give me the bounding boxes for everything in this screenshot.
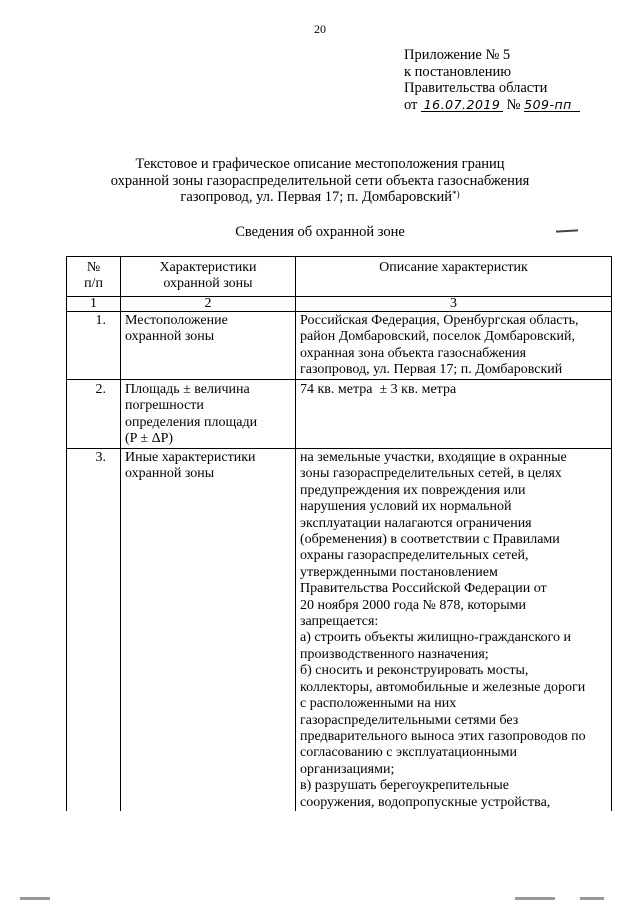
cell-line: охранная зона объекта газоснабжения: [300, 345, 527, 361]
column-number: 1: [67, 297, 121, 312]
page-number: 20: [314, 22, 326, 36]
header-num-line-1: №: [86, 260, 101, 275]
table-row: [67, 312, 612, 380]
document-title: [80, 156, 560, 206]
row-description: [296, 449, 612, 811]
title-line-1: Текстовое и графическое описание местоположения границ: [135, 156, 505, 172]
handwritten-number: 509-пп: [524, 98, 580, 112]
header-description: Описание характеристик: [296, 257, 612, 297]
cell-line: охранной зоны: [125, 466, 215, 482]
column-number: 2: [121, 297, 296, 312]
row-description: [296, 312, 612, 380]
table-row: [67, 380, 612, 449]
table-header-row: [67, 257, 612, 297]
scan-edge-marks: [20, 897, 620, 903]
section-subtitle: Сведения об охранной зоне: [235, 224, 405, 240]
cell-line: а) строить объекты жилищно-гражданского и: [300, 630, 571, 646]
cell-line: утвержденными постановлением: [300, 564, 498, 580]
row-characteristic: [121, 312, 296, 380]
cell-line: сооружения, водопропускные устройства,: [300, 794, 551, 810]
date-prefix: от: [404, 96, 418, 113]
title-line-2: охранной зоны газораспределительной сети объекта газоснабжения: [110, 172, 530, 189]
cell-line: Правительства Российской Федерации от: [300, 581, 547, 597]
cell-line: Иные характеристики: [125, 450, 256, 465]
cell-line: район Домбаровский, поселок Домбаровский,: [300, 329, 575, 345]
cell-line: нарушения условий их нормальной: [300, 499, 512, 515]
cell-line: производственного назначения;: [300, 646, 489, 662]
row-number: 2.: [67, 380, 121, 449]
cell-line: газораспределительными сетями без: [300, 712, 519, 728]
row-number: 1.: [67, 312, 121, 380]
cell-line: Российская Федерация, Оренбургская область,: [300, 313, 579, 328]
cell-line: организациями;: [300, 761, 395, 777]
title-line-3: [80, 189, 560, 206]
footnote-mark: *): [452, 189, 460, 199]
appendix-line-1: Приложение № 5: [404, 47, 511, 63]
cell-line: на земельные участки, входящие в охранные: [300, 450, 567, 465]
cell-line: Местоположение: [125, 313, 228, 328]
table-row: [67, 449, 612, 811]
header-char-line-2: охранной зоны: [163, 276, 253, 292]
cell-line: коллекторы, автомобильные и железные дороги: [300, 679, 586, 695]
cell-line: в) разрушать берегоукрепительные: [300, 778, 510, 794]
appendix-line-2: к постановлению: [404, 63, 512, 80]
cell-line: с расположенными на них: [300, 696, 457, 712]
column-number-row: [67, 297, 612, 312]
appendix-block: [404, 47, 580, 113]
appendix-date-line: [404, 97, 580, 114]
number-prefix: №: [506, 96, 521, 113]
cell-line: запрещается:: [300, 614, 379, 630]
cell-line: газопровод, ул. Первая 17; п. Домбаровский: [300, 362, 563, 378]
cell-line: определения площади: [125, 414, 258, 430]
header-char-line-1: Характеристики: [159, 260, 257, 275]
cell-line: 20 ноября 2000 года № 878, которыми: [300, 597, 527, 613]
column-number: 3: [296, 297, 612, 312]
cell-line: предупреждения их повреждения или: [300, 482, 526, 498]
row-description: [296, 380, 612, 449]
header-num-line-2: п/п: [84, 276, 103, 292]
cell-line: эксплуатации налагаются ограничения: [300, 515, 532, 531]
cell-line: предварительного выноса этих газопроводов по: [300, 728, 586, 744]
row-number: 3.: [67, 449, 121, 811]
row-characteristic: [121, 380, 296, 449]
cell-line: 74 кв. метра ± 3 кв. метра: [300, 382, 457, 397]
cell-line: согласованию с эксплуатационными: [300, 745, 518, 761]
cell-line: (P ± ΔP): [125, 431, 174, 447]
cell-line: охранной зоны: [125, 329, 215, 345]
cell-line: б) сносить и реконструировать мосты,: [300, 663, 529, 679]
cell-line: охраны газораспределительных сетей,: [300, 548, 529, 564]
row-characteristic: [121, 449, 296, 811]
header-num: [67, 257, 121, 297]
cell-line: Площадь ± величина: [125, 382, 250, 397]
appendix-line-3: Правительства области: [404, 80, 548, 96]
cell-line: зоны газораспределительных сетей, в целях: [300, 466, 562, 482]
cell-line: (обременения) в соответствии с Правилами: [300, 532, 560, 548]
protection-zone-table: [66, 256, 612, 811]
cell-line: погрешности: [125, 398, 204, 414]
header-characteristics: [121, 257, 296, 297]
title-line-3-text: газопровод, ул. Первая 17; п. Домбаровский: [180, 189, 453, 205]
handwritten-date: 16.07.2019: [421, 98, 503, 112]
